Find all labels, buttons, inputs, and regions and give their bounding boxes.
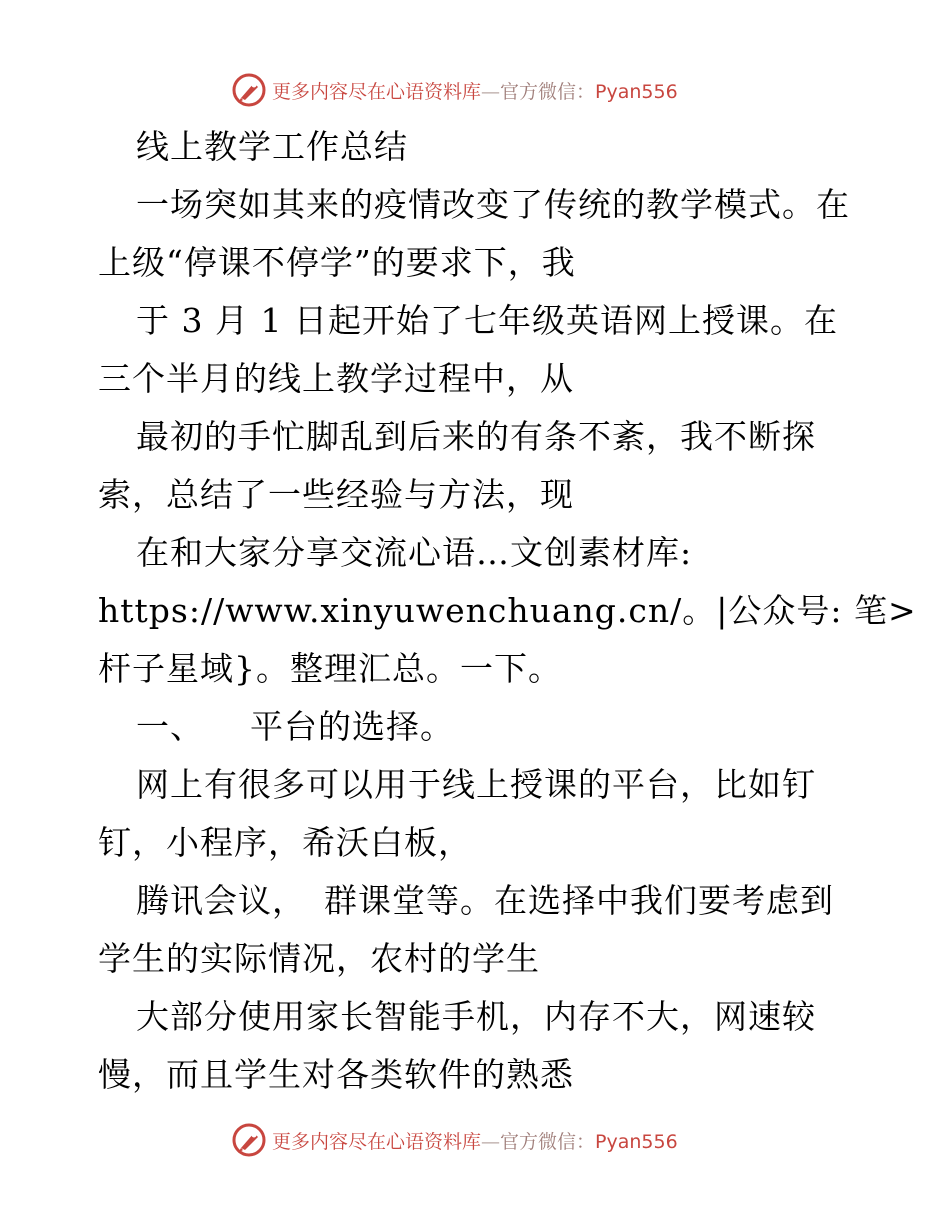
paragraph-line: 一场突如其来的疫情改变了传统的教学模式。在 <box>136 185 850 224</box>
banner-main-text: 更多内容尽在心语资料库 <box>272 80 482 103</box>
paragraph-line-url: https://www.xinyuwenchuang.cn/。|公众号: 笔> <box>98 591 917 630</box>
banner-dash: — <box>481 80 501 103</box>
paragraph-line: 在和大家分享交流心语…文创素材库: <box>136 533 693 572</box>
banner-dash: — <box>481 1130 501 1153</box>
paragraph-line: 于 3 月 1 日起开始了七年级英语网上授课。在 <box>136 301 838 340</box>
header-watermark-banner <box>232 70 712 110</box>
banner-wechat-label: 官方微信： <box>500 80 596 103</box>
banner-wechat-label: 官方微信： <box>500 1130 596 1153</box>
pen-nib-logo-icon <box>232 1123 266 1157</box>
banner-account: Pyan556 <box>595 80 678 103</box>
document-title: 线上教学工作总结 <box>136 127 408 166</box>
paragraph-line: 网上有很多可以用于线上授课的平台，比如钉 <box>136 765 816 804</box>
paragraph-line: 慢，而且学生对各类软件的熟悉 <box>98 1055 574 1094</box>
footer-watermark-banner <box>232 1120 712 1160</box>
paragraph-line: 钉，小程序，希沃白板， <box>98 823 472 862</box>
section-title: 平台的选择。 <box>250 707 454 746</box>
paragraph-line: 学生的实际情况，农村的学生 <box>98 939 540 978</box>
paragraph-line: 三个半月的线上教学过程中，从 <box>98 359 574 398</box>
paragraph-line: 最初的手忙脚乱到后来的有条不紊，我不断探 <box>136 417 816 456</box>
paragraph-line: 上级“停课不停学”的要求下，我 <box>98 243 576 282</box>
paragraph-line <box>98 872 858 930</box>
pen-nib-logo-icon <box>232 73 266 107</box>
banner-account: Pyan556 <box>595 1130 678 1153</box>
paragraph-fragment: 腾讯会议， <box>136 881 306 920</box>
section-number: 一、 <box>136 707 204 746</box>
section-heading <box>98 698 858 756</box>
paragraph-fragment: 群课堂等。在选择中我们要考虑到 <box>324 881 834 920</box>
paragraph-line: 杆子星域}。整理汇总。一下。 <box>98 649 562 688</box>
document-body <box>98 118 917 1104</box>
banner-text <box>272 1127 678 1154</box>
paragraph-line: 大部分使用家长智能手机，内存不大，网速较 <box>136 997 816 1036</box>
banner-text <box>272 77 678 104</box>
paragraph-line: 索，总结了一些经验与方法，现 <box>98 475 574 514</box>
banner-main-text: 更多内容尽在心语资料库 <box>272 1130 482 1153</box>
